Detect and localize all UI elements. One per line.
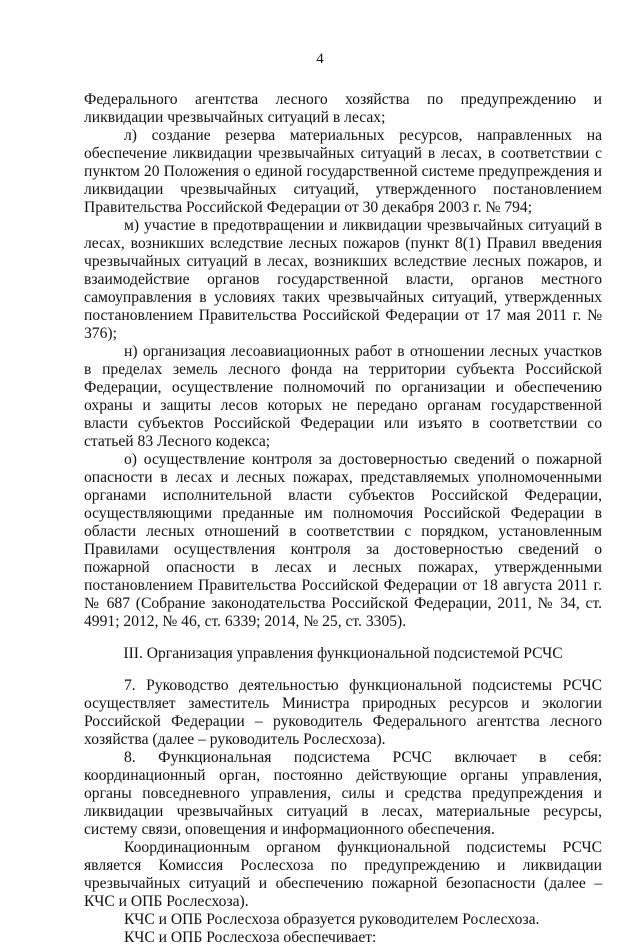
paragraph-item-n: н) организация лесоавиационных работ в отношении лесных участков в пределах земель лесного фонда на территории субъекта Российской Федерации, осуществление полномочий по организации и обеспечению охраны и защиты лесов которых не передано органам государственной власти субъектов Российской Федерации или изъято в соответствии со статьей 83 Лесного кодекса; (84, 343, 602, 450)
paragraph-commission-provides: КЧС и ОПБ Рослесхоза обеспечивает: (124, 929, 377, 946)
section-heading: III. Организация управления функциональной подсистемой РСЧС (123, 645, 563, 662)
paragraph-item-l: л) создание резерва материальных ресурсов, направленных на обеспечение ликвидации чрезвычайных ситуаций в лесах, в соответствии с пунктом 20 Положения о единой государственной системе предупреждения и ликвидации чрезвычайных ситуаций, утвержденного постановлением Правительства Российской Федерации от 30 декабря 2003 г. № 794; (84, 127, 602, 216)
paragraph-coordination-body: Координационным органом функциональной подсистемы РСЧС является Комиссия Рослесхоза по предупреждению и ликвидации чрезвычайных ситуаций и обеспечению пожарной безопасности (далее – КЧС и ОПБ Рослесхоза). (84, 839, 602, 910)
paragraph-7: 7. Руководство деятельностью функциональной подсистемы РСЧС осуществляет заместитель Министра природных ресурсов и экологии Российской Федерации – руководитель Федерального агентства лесного хозяйства (далее – руководитель Рослесхоза). (84, 677, 602, 748)
paragraph-commission-formed: КЧС и ОПБ Рослесхоза образуется руководителем Рослесхоза. (124, 911, 540, 928)
page-number: 4 (316, 51, 324, 67)
paragraph-8: 8. Функциональная подсистема РСЧС включает в себя: координационный орган, постоянно действующие органы управления, органы повседневного управления, силы и средства предупреждения и ликвидации чрезвычайных ситуаций в лесах, материальные ресурсы, систему связи, оповещения и информационного обеспечения. (84, 749, 602, 838)
paragraph-item-m: м) участие в предотвращении и ликвидации чрезвычайных ситуаций в лесах, возникших вследствие лесных пожаров (пункт 8(1) Правил введения чрезвычайных ситуаций в лесах, возникших вследствие лесных пожаров, и взаимодействие органов государственной власти, органов местного самоуправления в условиях таких чрезвычайных ситуаций, утвержденных постановлением Правительства Российской Федерации от 17 мая 2011 г. № 376); (84, 217, 602, 342)
paragraph-item-o: о) осуществление контроля за достоверностью сведений о пожарной опасности в лесах и лесных пожарах, представляемых уполномоченными органами исполнительной власти субъектов Российской Федерации, осуществляющими преданные им полномочия Российской Федерации в области лесных отношений в соответствии с порядком, установленным Правилами осуществления контроля за достоверностью сведений о пожарной опасности в лесах и лесных пожарах, утвержденными постановлением Правительства Российской Федерации от 18 августа 2011 г. № 687 (Собрание законодательства Российской Федерации, 2011, № 34, ст. 4991; 2012, № 46, ст. 6339; 2014, № 25, ст. 3305). (84, 451, 602, 630)
paragraph-continuation: Федерального агентства лесного хозяйства по предупреждению и ликвидации чрезвычайных ситуаций в лесах; (84, 91, 602, 126)
document-body (84, 91, 602, 947)
